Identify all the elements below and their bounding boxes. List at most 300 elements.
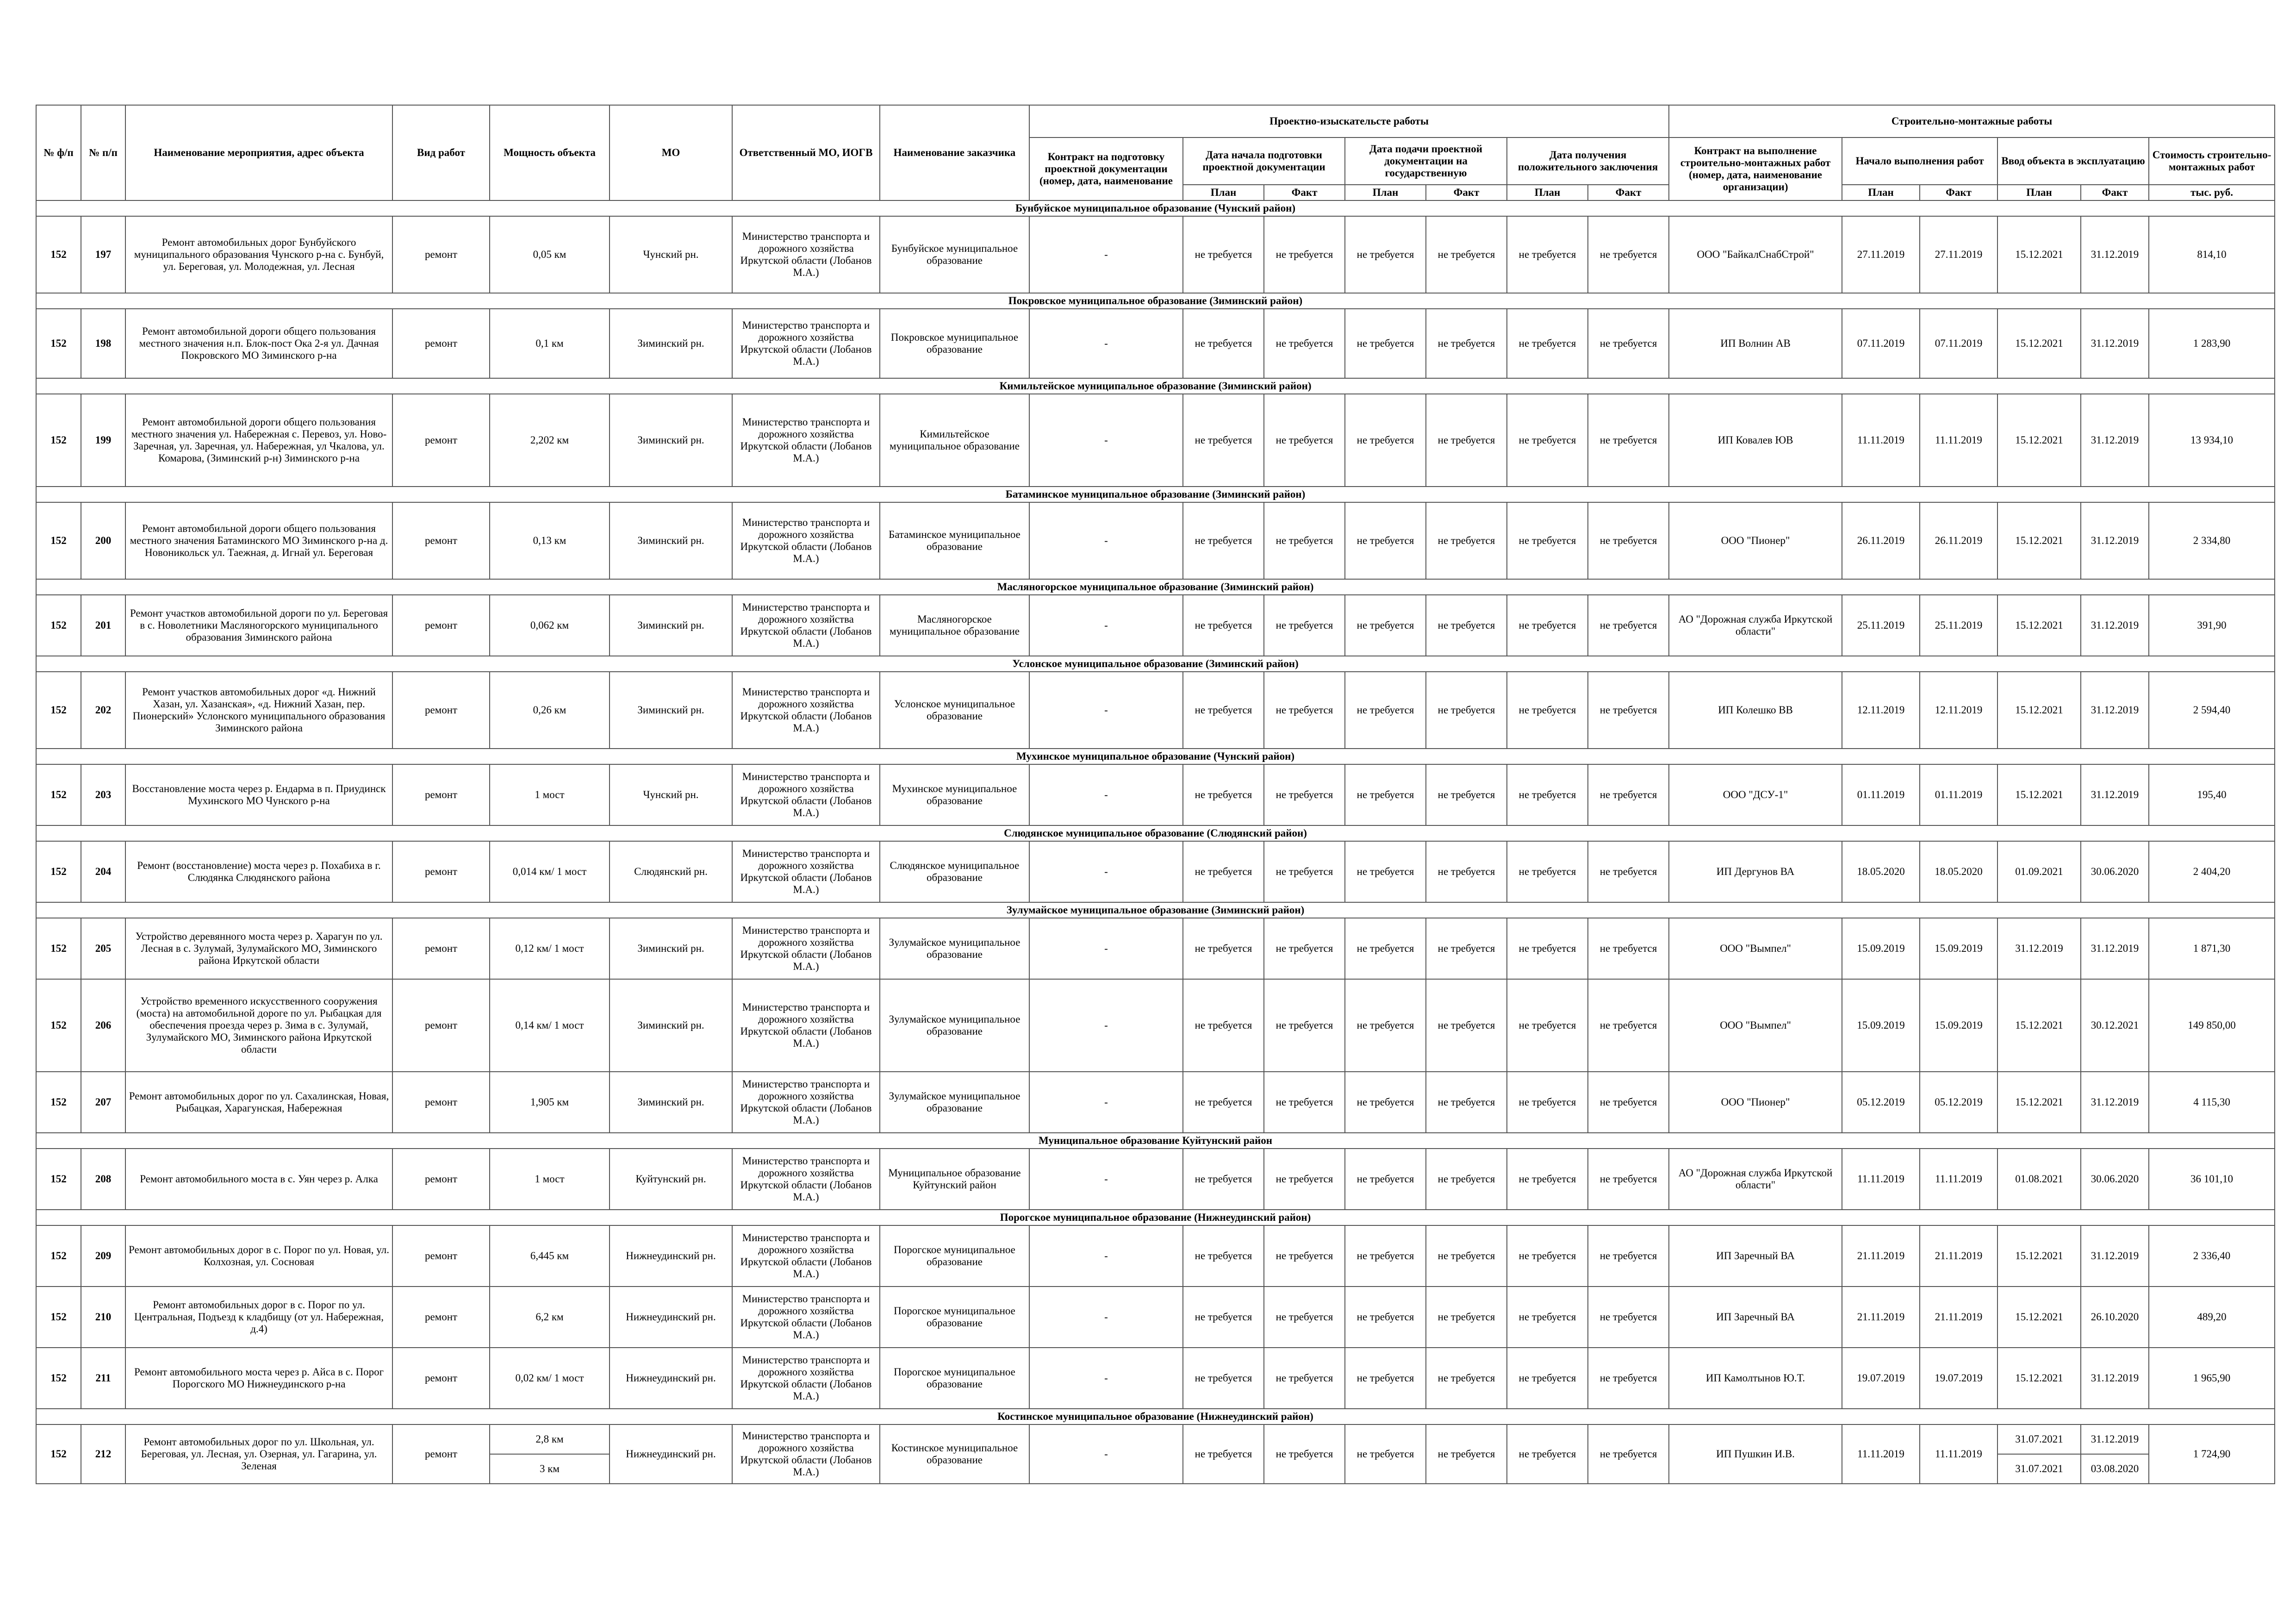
cell-contract-design: - [1029,1149,1183,1210]
section-title: Бунбуйское муниципальное образование (Чунский район) [36,200,2275,216]
cell-type: ремонт [392,1287,490,1348]
section-title: Мухинское муниципальное образование (Чунский район) [36,749,2275,764]
cell-contract-design: - [1029,672,1183,749]
cell-contractor: ООО "Вымпел" [1669,918,1842,979]
cell-cost: 2 334,80 [2149,502,2275,579]
cell-design-start-fact: не требуется [1264,309,1345,378]
cell-type: ремонт [392,1149,490,1210]
cell-contractor: АО "Дорожная служба Иркутской области" [1669,595,1842,656]
col-design-submit-header: Дата подачи проектной документации на государственную [1345,137,1507,185]
cell-pp: 203 [81,764,125,825]
works-table [36,105,2275,1484]
cell-commission-plan: 15.12.2021 [1997,672,2081,749]
cell-design-start-plan: не требуется [1183,309,1264,378]
cell-name: Ремонт автомобильной дороги общего пользования местного значения Батаминского МО Зиминского р-на д. Новоникольск ул. Таежная, д. Игнай ул. Береговая [125,502,392,579]
cell-mo: Зиминский рн. [610,979,732,1072]
cell-power: 0,12 км/ 1 мост [490,918,610,979]
cell-mo: Зиминский рн. [610,394,732,487]
cell-build-start-plan: 15.09.2019 [1842,979,1920,1072]
cell-name: Восстановление моста через р. Ендарма в п. Приудинск Мухинского МО Чунского р-на [125,764,392,825]
cell-power: 6,2 км [490,1287,610,1348]
cell-design-start-plan: не требуется [1183,672,1264,749]
cell-power: 1,905 км [490,1072,610,1133]
cell-design-submit-plan: не требуется [1345,1072,1426,1133]
col-power-header: Мощность объекта [490,105,610,200]
cell-build-start-plan: 19.07.2019 [1842,1348,1920,1409]
cell-commission-plan: 31.07.2021 [1997,1454,2081,1484]
table-row [36,841,2275,902]
cell-power: 0,014 км/ 1 мост [490,841,610,902]
cell-contractor: ИП Ковалев ЮВ [1669,394,1842,487]
table-row [36,918,2275,979]
cell-customer: Зулумайское муниципальное образование [880,979,1029,1072]
cell-name: Ремонт автомобильного моста в с. Уян через р. Алка [125,1149,392,1210]
section-title: Услонское муниципальное образование (Зиминский район) [36,656,2275,672]
table-row [36,1424,2275,1454]
cell-design-start-fact: не требуется [1264,216,1345,293]
cell-design-submit-plan: не требуется [1345,764,1426,825]
table-row [36,1149,2275,1210]
cell-design-concl-plan: не требуется [1507,979,1588,1072]
cell-commission-plan: 15.12.2021 [1997,979,2081,1072]
cell-resp: Министерство транспорта и дорожного хозяйства Иркутской области (Лобанов М.А.) [732,1348,880,1409]
cell-resp: Министерство транспорта и дорожного хозяйства Иркутской области (Лобанов М.А.) [732,394,880,487]
cell-resp: Министерство транспорта и дорожного хозяйства Иркутской области (Лобанов М.А.) [732,672,880,749]
cell-design-submit-fact: не требуется [1426,1287,1507,1348]
cell-customer: Слюдянское муниципальное образование [880,841,1029,902]
cell-mo: Нижнеудинский рн. [610,1424,732,1484]
cell-mo: Зиминский рн. [610,918,732,979]
cell-design-submit-fact: не требуется [1426,1072,1507,1133]
cell-build-start-fact: 15.09.2019 [1920,979,1997,1072]
cell-commission-fact: 31.12.2019 [2081,764,2149,825]
cell-type: ремонт [392,841,490,902]
cell-build-start-fact: 05.12.2019 [1920,1072,1997,1133]
cell-design-concl-plan: не требуется [1507,394,1588,487]
cell-commission-plan: 01.09.2021 [1997,841,2081,902]
cell-mo: Зиминский рн. [610,672,732,749]
cell-power: 0,26 км [490,672,610,749]
cell-design-start-fact: не требуется [1264,764,1345,825]
fact-header: Факт [1426,185,1507,200]
cell-pp: 200 [81,502,125,579]
cell-build-start-plan: 01.11.2019 [1842,764,1920,825]
cell-customer: Зулумайское муниципальное образование [880,918,1029,979]
cell-contractor: ООО "БайкалСнабСтрой" [1669,216,1842,293]
cell-power: 0,02 км/ 1 мост [490,1348,610,1409]
cell-pp: 205 [81,918,125,979]
cell-power: 6,445 км [490,1225,610,1287]
cell-commission-fact: 31.12.2019 [2081,216,2149,293]
cell-contractor: ИП Колешко ВВ [1669,672,1842,749]
cell-design-start-fact: не требуется [1264,672,1345,749]
cell-build-start-fact: 19.07.2019 [1920,1348,1997,1409]
section-title: Порогское муниципальное образование (Нижнеудинский район) [36,1210,2275,1225]
cell-name: Ремонт автомобильных дорог по ул. Сахалинская, Новая, Рыбацкая, Харагунская, Набережная [125,1072,392,1133]
cell-design-submit-fact: не требуется [1426,1424,1507,1484]
col-pp-header: № п/п [81,105,125,200]
cell-design-start-fact: не требуется [1264,1424,1345,1484]
cell-commission-fact: 31.12.2019 [2081,1348,2149,1409]
cell-design-concl-fact: не требуется [1588,979,1669,1072]
cell-contract-design: - [1029,1225,1183,1287]
table-row [36,1287,2275,1348]
cell-design-start-fact: не требуется [1264,979,1345,1072]
cell-mo: Нижнеудинский рн. [610,1348,732,1409]
cell-mo: Зиминский рн. [610,595,732,656]
cell-fp: 152 [36,216,81,293]
cell-design-start-fact: не требуется [1264,502,1345,579]
cell-design-start-fact: не требуется [1264,1287,1345,1348]
cell-commission-plan: 15.12.2021 [1997,1348,2081,1409]
cell-design-start-plan: не требуется [1183,1287,1264,1348]
cell-design-concl-fact: не требуется [1588,309,1669,378]
plan-header: План [1183,185,1264,200]
cell-contractor: ИП Дергунов ВА [1669,841,1842,902]
cell-pp: 207 [81,1072,125,1133]
cell-commission-plan: 15.12.2021 [1997,309,2081,378]
cell-cost: 2 404,20 [2149,841,2275,902]
cell-design-start-plan: не требуется [1183,1424,1264,1484]
col-design-concl-header: Дата получения положительного заключения [1507,137,1669,185]
cell-build-start-plan: 11.11.2019 [1842,1424,1920,1484]
section-title: Покровское муниципальное образование (Зиминский район) [36,293,2275,309]
cell-contract-design: - [1029,216,1183,293]
section-title: Кимильтейское муниципальное образование (Зиминский район) [36,378,2275,394]
table-row [36,595,2275,656]
cell-build-start-plan: 27.11.2019 [1842,216,1920,293]
cell-commission-fact: 31.12.2019 [2081,502,2149,579]
cell-design-start-fact: не требуется [1264,1225,1345,1287]
cell-design-start-plan: не требуется [1183,1348,1264,1409]
cell-design-submit-fact: не требуется [1426,764,1507,825]
cell-contract-design: - [1029,1348,1183,1409]
cell-mo: Зиминский рн. [610,502,732,579]
cell-commission-plan: 15.12.2021 [1997,216,2081,293]
cell-contract-design: - [1029,979,1183,1072]
cell-contract-design: - [1029,1424,1183,1484]
cell-mo: Слюдянский рн. [610,841,732,902]
cell-resp: Министерство транспорта и дорожного хозяйства Иркутской области (Лобанов М.А.) [732,595,880,656]
cell-type: ремонт [392,1225,490,1287]
cell-cost: 1 871,30 [2149,918,2275,979]
cell-commission-fact: 30.06.2020 [2081,841,2149,902]
col-customer-header: Наименование заказчика [880,105,1029,200]
cell-cost: 13 934,10 [2149,394,2275,487]
cell-design-submit-plan: не требуется [1345,918,1426,979]
cell-pp: 204 [81,841,125,902]
cell-pp: 206 [81,979,125,1072]
cell-design-submit-fact: не требуется [1426,595,1507,656]
cell-commission-plan: 01.08.2021 [1997,1149,2081,1210]
cell-customer: Зулумайское муниципальное образование [880,1072,1029,1133]
table-row [36,1348,2275,1409]
col-resp-header: Ответственный МО, ИОГВ [732,105,880,200]
cell-customer: Мухинское муниципальное образование [880,764,1029,825]
col-contract-build-header: Контракт на выполнение строительно-монтажных работ (номер, дата, наименование организации) [1669,137,1842,200]
section-title: Муниципальное образование Куйтунский район [36,1133,2275,1149]
cell-design-concl-plan: не требуется [1507,216,1588,293]
cell-design-start-fact: не требуется [1264,595,1345,656]
cell-fp: 152 [36,502,81,579]
cell-contract-design: - [1029,1072,1183,1133]
cell-pp: 199 [81,394,125,487]
cell-design-start-plan: не требуется [1183,1072,1264,1133]
cell-design-submit-fact: не требуется [1426,309,1507,378]
cell-cost: 814,10 [2149,216,2275,293]
cell-customer: Кимильтейское муниципальное образование [880,394,1029,487]
cell-power: 0,1 км [490,309,610,378]
cell-design-submit-plan: не требуется [1345,1348,1426,1409]
cell-customer: Батаминское муниципальное образование [880,502,1029,579]
cell-fp: 152 [36,394,81,487]
cell-design-start-fact: не требуется [1264,1072,1345,1133]
cell-resp: Министерство транспорта и дорожного хозяйства Иркутской области (Лобанов М.А.) [732,1225,880,1287]
cell-design-concl-plan: не требуется [1507,764,1588,825]
cell-fp: 152 [36,1287,81,1348]
cell-commission-fact: 03.08.2020 [2081,1454,2149,1484]
table-row [36,502,2275,579]
cell-build-start-fact: 11.11.2019 [1920,394,1997,487]
cell-design-submit-plan: не требуется [1345,216,1426,293]
cell-design-concl-plan: не требуется [1507,1149,1588,1210]
cell-design-start-plan: не требуется [1183,394,1264,487]
cell-contract-design: - [1029,502,1183,579]
fact-header: Факт [1588,185,1669,200]
cell-contract-design: - [1029,764,1183,825]
cell-design-concl-fact: не требуется [1588,1072,1669,1133]
col-cost-header: Стоимость строительно-монтажных работ [2149,137,2275,185]
cell-fp: 152 [36,841,81,902]
cell-design-concl-plan: не требуется [1507,918,1588,979]
cell-build-start-plan: 11.11.2019 [1842,394,1920,487]
cell-build-start-plan: 25.11.2019 [1842,595,1920,656]
cell-build-start-plan: 07.11.2019 [1842,309,1920,378]
cell-fp: 152 [36,595,81,656]
cell-contract-design: - [1029,1287,1183,1348]
cell-pp: 209 [81,1225,125,1287]
cell-build-start-plan: 26.11.2019 [1842,502,1920,579]
cell-resp: Министерство транспорта и дорожного хозяйства Иркутской области (Лобанов М.А.) [732,1287,880,1348]
cell-build-start-plan: 11.11.2019 [1842,1149,1920,1210]
cell-fp: 152 [36,764,81,825]
cell-type: ремонт [392,1348,490,1409]
cell-name: Ремонт автомобильных дорог Бунбуйского муниципального образования Чунского р-на с. Бунбуй, ул. Береговая, ул. Молодежная, ул. Лесная [125,216,392,293]
cell-resp: Министерство транспорта и дорожного хозяйства Иркутской области (Лобанов М.А.) [732,216,880,293]
fact-header: Факт [1264,185,1345,200]
cell-type: ремонт [392,1424,490,1484]
cell-contractor: ИП Волнин АВ [1669,309,1842,378]
cell-design-submit-fact: не требуется [1426,1348,1507,1409]
section-title: Зулумайское муниципальное образование (Зиминский район) [36,902,2275,918]
cell-type: ремонт [392,502,490,579]
cell-design-start-plan: не требуется [1183,764,1264,825]
cell-name: Ремонт автомобильного моста через р. Айса в с. Порог Порогского МО Нижнеудинского р-на [125,1348,392,1409]
cell-power: 2,202 км [490,394,610,487]
cell-commission-fact: 30.06.2020 [2081,1149,2149,1210]
cell-cost: 489,20 [2149,1287,2275,1348]
cell-commission-plan: 15.12.2021 [1997,1225,2081,1287]
cell-design-start-plan: не требуется [1183,216,1264,293]
cell-fp: 152 [36,1072,81,1133]
cell-design-concl-fact: не требуется [1588,1225,1669,1287]
cell-contractor: ООО "Пионер" [1669,502,1842,579]
cell-type: ремонт [392,216,490,293]
section-title: Слюдянское муниципальное образование (Слюдянский район) [36,825,2275,841]
cell-power: 0,062 км [490,595,610,656]
cell-commission-fact: 31.12.2019 [2081,1072,2149,1133]
plan-header: План [1345,185,1426,200]
cell-contract-design: - [1029,841,1183,902]
cell-design-start-fact: не требуется [1264,1149,1345,1210]
cell-build-start-fact: 11.11.2019 [1920,1149,1997,1210]
cell-design-concl-plan: не требуется [1507,1424,1588,1484]
cell-design-submit-fact: не требуется [1426,394,1507,487]
cell-design-submit-fact: не требуется [1426,1225,1507,1287]
cell-build-start-fact: 07.11.2019 [1920,309,1997,378]
cell-build-start-plan: 15.09.2019 [1842,918,1920,979]
cell-commission-fact: 30.12.2021 [2081,979,2149,1072]
cell-fp: 152 [36,918,81,979]
cell-design-start-plan: не требуется [1183,502,1264,579]
cell-resp: Министерство транспорта и дорожного хозяйства Иркутской области (Лобанов М.А.) [732,1072,880,1133]
cell-design-concl-fact: не требуется [1588,394,1669,487]
cell-fp: 152 [36,1225,81,1287]
cell-cost: 149 850,00 [2149,979,2275,1072]
cell-commission-plan: 31.12.2019 [1997,918,2081,979]
cell-power: 0,13 км [490,502,610,579]
cell-customer: Порогское муниципальное образование [880,1225,1029,1287]
fact-header: Факт [2081,185,2149,200]
cell-commission-fact: 31.12.2019 [2081,595,2149,656]
cell-contract-design: - [1029,595,1183,656]
cell-contract-design: - [1029,394,1183,487]
cell-name: Ремонт автомобильной дороги общего пользования местного значения ул. Набережная с. Перевоз, ул. Ново-Заречная, ул. Заречная, ул. Набережная, ул Чкалова, ул. Комарова, (Зиминский р-н) Зиминского р-на [125,394,392,487]
cell-design-submit-fact: не требуется [1426,672,1507,749]
cell-type: ремонт [392,979,490,1072]
cell-commission-plan: 15.12.2021 [1997,1072,2081,1133]
cell-design-concl-fact: не требуется [1588,841,1669,902]
cell-commission-fact: 31.12.2019 [2081,672,2149,749]
col-name-header: Наименование мероприятия, адрес объекта [125,105,392,200]
col-mo-header: МО [610,105,732,200]
cell-mo: Чунский рн. [610,216,732,293]
cell-type: ремонт [392,672,490,749]
cell-mo: Зиминский рн. [610,309,732,378]
cell-cost: 2 336,40 [2149,1225,2275,1287]
cell-mo: Зиминский рн. [610,1072,732,1133]
cell-design-start-plan: не требуется [1183,979,1264,1072]
cell-design-submit-plan: не требуется [1345,1149,1426,1210]
cell-pp: 208 [81,1149,125,1210]
cell-design-concl-plan: не требуется [1507,841,1588,902]
plan-header: План [1507,185,1588,200]
table-row [36,1225,2275,1287]
col-commission-header: Ввод объекта в эксплуатацию [1997,137,2149,185]
cell-design-start-fact: не требуется [1264,841,1345,902]
cell-commission-fact: 31.12.2019 [2081,309,2149,378]
cell-customer: Масляногорское муниципальное образование [880,595,1029,656]
col-type-header: Вид работ [392,105,490,200]
cell-resp: Министерство транспорта и дорожного хозяйства Иркутской области (Лобанов М.А.) [732,764,880,825]
cell-resp: Министерство транспорта и дорожного хозяйства Иркутской области (Лобанов М.А.) [732,979,880,1072]
plan-header: План [1842,185,1920,200]
cell-design-submit-plan: не требуется [1345,1287,1426,1348]
cell-resp: Министерство транспорта и дорожного хозяйства Иркутской области (Лобанов М.А.) [732,1424,880,1484]
plan-header: План [1997,185,2081,200]
table-row [36,764,2275,825]
section-title: Масляногорское муниципальное образование (Зиминский район) [36,579,2275,595]
cell-type: ремонт [392,1072,490,1133]
cell-design-start-fact: не требуется [1264,394,1345,487]
table-row [36,1072,2275,1133]
build-group-header: Строительно-монтажные работы [1669,105,2275,137]
cell-name: Устройство деревянного моста через р. Харагун по ул. Лесная в с. Зулумай, Зулумайского МО, Зиминского района Иркутской области [125,918,392,979]
cell-build-start-plan: 05.12.2019 [1842,1072,1920,1133]
cell-build-start-plan: 12.11.2019 [1842,672,1920,749]
col-build-start-header: Начало выполнения работ [1842,137,1997,185]
cell-design-submit-plan: не требуется [1345,394,1426,487]
cell-design-concl-plan: не требуется [1507,1287,1588,1348]
cell-design-submit-plan: не требуется [1345,595,1426,656]
cell-customer: Муниципальное образование Куйтунский район [880,1149,1029,1210]
cell-type: ремонт [392,918,490,979]
cell-design-submit-plan: не требуется [1345,1225,1426,1287]
cell-power: 2,8 км [490,1424,610,1454]
cell-design-submit-plan: не требуется [1345,1424,1426,1484]
cell-pp: 197 [81,216,125,293]
cell-power: 1 мост [490,1149,610,1210]
cell-contractor: ИП Заречный ВА [1669,1287,1842,1348]
cell-customer: Услонское муниципальное образование [880,672,1029,749]
cell-design-submit-plan: не требуется [1345,502,1426,579]
cell-commission-plan: 31.07.2021 [1997,1424,2081,1454]
cell-cost: 1 283,90 [2149,309,2275,378]
cell-design-concl-plan: не требуется [1507,1348,1588,1409]
cell-commission-plan: 15.12.2021 [1997,764,2081,825]
cell-design-submit-fact: не требуется [1426,918,1507,979]
table-row [36,979,2275,1072]
cell-resp: Министерство транспорта и дорожного хозяйства Иркутской области (Лобанов М.А.) [732,918,880,979]
cell-design-start-fact: не требуется [1264,1348,1345,1409]
col-fp-header: № ф/п [36,105,81,200]
cell-build-start-fact: 12.11.2019 [1920,672,1997,749]
cell-resp: Министерство транспорта и дорожного хозяйства Иркутской области (Лобанов М.А.) [732,1149,880,1210]
cell-cost: 1 724,90 [2149,1424,2275,1484]
cell-power: 0,05 км [490,216,610,293]
cell-name: Ремонт участков автомобильной дороги по ул. Береговая в с. Новолетники Масляногорского муниципального образования Зиминского района [125,595,392,656]
cell-power: 3 км [490,1454,610,1484]
cell-design-start-plan: не требуется [1183,595,1264,656]
cell-mo: Нижнеудинский рн. [610,1287,732,1348]
cell-design-submit-plan: не требуется [1345,841,1426,902]
cell-cost: 4 115,30 [2149,1072,2275,1133]
cell-resp: Министерство транспорта и дорожного хозяйства Иркутской области (Лобанов М.А.) [732,502,880,579]
cell-commission-plan: 15.12.2021 [1997,502,2081,579]
cell-build-start-fact: 18.05.2020 [1920,841,1997,902]
cell-mo: Куйтунский рн. [610,1149,732,1210]
col-contract-design-header: Контракт на подготовку проектной документации (номер, дата, наименование [1029,137,1183,200]
cell-cost: 36 101,10 [2149,1149,2275,1210]
table-row [36,672,2275,749]
cell-name: Устройство временного искусственного сооружения (моста) на автомобильной дороге по ул. Рыбацкая для обеспечения проезда через р. Зима в с. Зулумай, Зулумайского МО, Зиминского района Иркутской области [125,979,392,1072]
cell-design-submit-plan: не требуется [1345,672,1426,749]
cell-commission-fact: 31.12.2019 [2081,1225,2149,1287]
cell-design-concl-fact: не требуется [1588,1149,1669,1210]
cell-fp: 152 [36,1348,81,1409]
cell-pp: 201 [81,595,125,656]
cell-contractor: ООО "ДСУ-1" [1669,764,1842,825]
